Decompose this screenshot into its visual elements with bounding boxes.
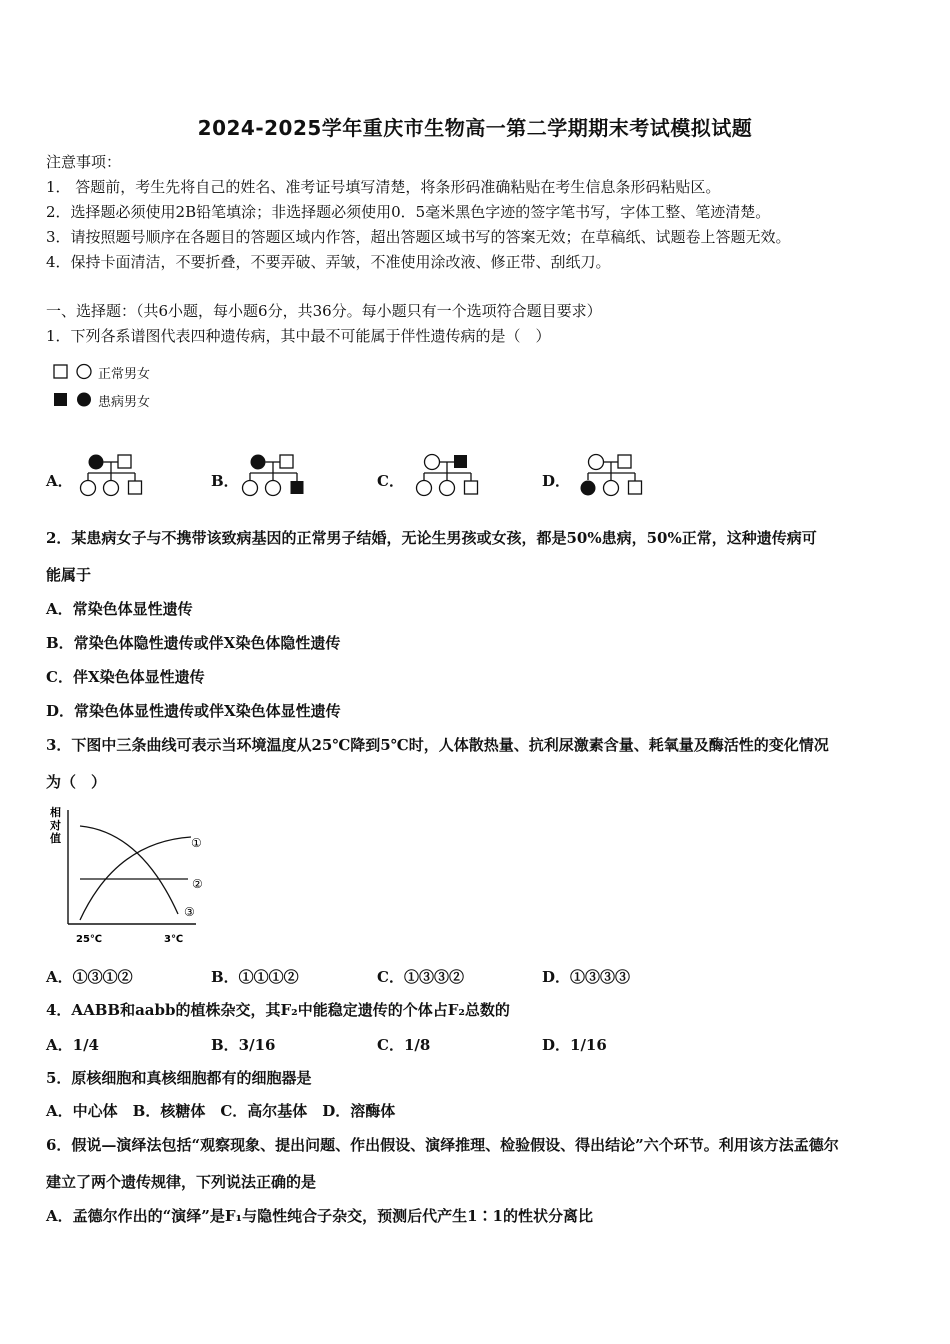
q5-options: A．中心体 B．核糖体 C．高尔基体 D．溶酶体 xyxy=(46,1102,396,1120)
legend-normal-text: 正常男女 xyxy=(98,367,151,382)
curve-3-label: ③ xyxy=(184,905,195,919)
q3-option-d: D．①③③③ xyxy=(542,968,631,986)
q2-stem-1: 2．某患病女子与不携带该致病基因的正常男子结婚，无论生男孩或女孩，都是50%患病，50%正常，这种遗传病可 xyxy=(46,529,817,547)
page-title: 2024-2025学年重庆市生物高一第二学期期末考试模拟试题 xyxy=(197,116,753,140)
q3-stem-1: 3．下图中三条曲线可表示当环境温度从25℃降到5℃时，人体散热量、抗利尿激素含量、耗氧量及酶活性的变化情况 xyxy=(46,736,829,754)
pedigree-a xyxy=(74,448,154,500)
notice-item-2: 2．选择题必须使用2B铅笔填涂；非选择题必须使用0．5毫米黑色字迹的签字笔书写，字体工整、笔迹清楚。 xyxy=(46,203,771,221)
notice-item-4: 4．保持卡面清洁，不要折叠，不要弄破、弄皱，不准使用涂改液、修正带、刮纸刀。 xyxy=(46,253,611,271)
pedigree-b xyxy=(236,448,316,500)
q6-stem-2: 建立了两个遗传规律，下列说法正确的是 xyxy=(46,1173,317,1191)
section-heading: 一、选择题：（共6小题，每小题6分，共36分。每小题只有一个选项符合题目要求） xyxy=(46,302,602,320)
x-label-end: 3℃ xyxy=(164,934,184,945)
q3-option-a: A．①③①② xyxy=(46,968,133,986)
y-axis-label-1: 相 xyxy=(50,806,61,819)
q2-option-d: D．常染色体显性遗传或伴X染色体显性遗传 xyxy=(46,702,341,720)
q1-stem: 1．下列各系谱图代表四种遗传病，其中最不可能属于伴性遗传病的是（ ） xyxy=(46,327,551,345)
y-axis-label-3: 值 xyxy=(50,832,61,845)
q2-option-c: C．伴X染色体显性遗传 xyxy=(46,668,205,686)
q1-option-a-label: A． xyxy=(46,472,73,490)
legend-affected-female-icon xyxy=(77,393,91,407)
q2-stem-2: 能属于 xyxy=(46,566,92,584)
curve-1-label: ① xyxy=(191,836,202,850)
q4-option-b: B．3/16 xyxy=(211,1036,276,1054)
x-label-start: 25℃ xyxy=(76,934,103,945)
pedigree-c xyxy=(410,448,490,500)
q6-option-a: A．孟德尔作出的“演绎”是F₁与隐性纯合子杂交，预测后代产生1∶1的性状分离比 xyxy=(46,1207,593,1225)
curve-3 xyxy=(80,826,178,914)
legend-affected-text: 患病男女 xyxy=(98,395,151,410)
q3-stem-2: 为（ ） xyxy=(46,773,107,791)
q1-option-c-label: C． xyxy=(377,472,404,490)
notice-heading: 注意事项： xyxy=(46,153,122,171)
q4-option-a: A．1/4 xyxy=(46,1036,99,1054)
q6-stem-1: 6．假说—演绎法包括“观察现象、提出问题、作出假设、演绎推理、检验假设、得出结论”六个环节。利用该方法孟德尔 xyxy=(46,1136,839,1154)
pedigree-d xyxy=(574,448,654,500)
legend-normal-male-icon xyxy=(54,365,67,378)
q2-option-b: B．常染色体隐性遗传或伴X染色体隐性遗传 xyxy=(46,634,341,652)
q3-option-c: C．①③③② xyxy=(377,968,464,986)
y-axis-label-2: 对 xyxy=(50,819,61,832)
q2-option-a: A．常染色体显性遗传 xyxy=(46,600,193,618)
q3-option-b: B．①①①② xyxy=(211,968,299,986)
q3-graph xyxy=(46,802,216,952)
q1-option-d-label: D． xyxy=(542,472,571,490)
q4-option-d: D．1/16 xyxy=(542,1036,607,1054)
q1-option-b-label: B． xyxy=(211,472,239,490)
q5-stem: 5．原核细胞和真核细胞都有的细胞器是 xyxy=(46,1069,312,1087)
curve-2-label: ② xyxy=(192,877,203,891)
legend-normal-female-icon xyxy=(77,365,91,379)
notice-item-3: 3．请按照题号顺序在各题目的答题区域内作答，超出答题区域书写的答案无效；在草稿纸、试题卷上答题无效。 xyxy=(46,228,791,246)
q4-stem: 4．AABB和aabb的植株杂交，其F₂中能稳定遗传的个体占F₂总数的 xyxy=(46,1001,510,1019)
legend-affected-male-icon xyxy=(54,393,67,406)
notice-item-1: 1． 答题前，考生先将自己的姓名、准考证号填写清楚，将条形码准确粘贴在考生信息条形码粘贴区。 xyxy=(46,178,721,196)
q4-option-c: C．1/8 xyxy=(377,1036,431,1054)
